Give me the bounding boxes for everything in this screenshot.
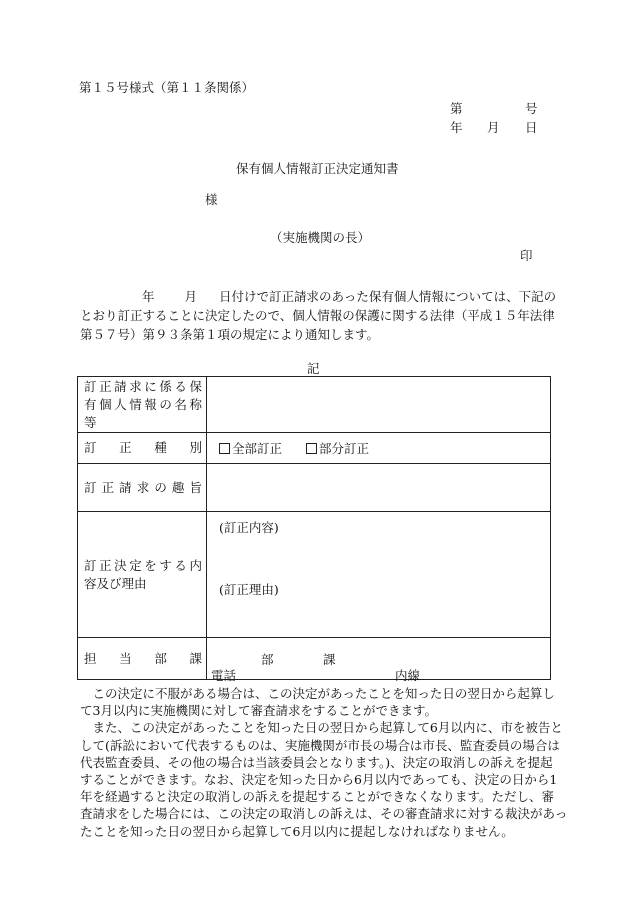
document-number-suffix: 号 (525, 101, 538, 116)
document-title: 保有個人情報訂正決定通知書 (236, 161, 399, 176)
intro-line-1-text: 日付けで訂正請求のあった保有個人情報については、下記の (219, 289, 557, 304)
intro-month-label: 月 (184, 289, 198, 304)
intro-paragraph (80, 287, 557, 344)
request-purpose-label: 訂正請求の趣旨 (78, 464, 207, 512)
notice-line: 年を経過すると決定の取消しの訴えを提起することができなくなります。ただし、審 (80, 789, 555, 805)
correction-reason-label: (訂正理由) (219, 582, 279, 597)
notice-line: また、この決定があったことを知った日の翌日から起算して6月以内に、市を被告と (80, 720, 563, 736)
intro-line-3: 第５７号）第９３条第１項の規定により通知します。 (80, 327, 380, 342)
notice-line: 代表監査委員、その他の場合は当該委員会となります。)、決定の取消しの訴えを提起 (80, 754, 553, 770)
intro-line-2: とおり訂正することに決定したので、個人情報の保護に関する法律（平成１５年法律 (80, 308, 555, 323)
ki-heading: 記 (307, 361, 320, 376)
request-purpose-field[interactable] (207, 464, 551, 512)
notice-line: することができます。なお、決定を知った日から6月以内であっても、決定の日から1 (80, 772, 558, 788)
phone-label: 電話 (211, 668, 237, 683)
seal-mark: 印 (520, 248, 533, 263)
decision-table (77, 376, 551, 683)
full-correction-checkbox[interactable] (219, 441, 282, 456)
partial-correction-label: 部分訂正 (319, 441, 370, 456)
department-field[interactable] (207, 638, 551, 683)
appeal-notice (80, 685, 568, 840)
partial-correction-checkbox[interactable] (306, 441, 369, 456)
date-month-label: 月 (487, 120, 500, 135)
intro-line-1 (80, 287, 557, 306)
department-bu-label: 部 (261, 652, 274, 667)
notice-line: たことを知った日の翌日から起算して6月以内に提起しなければなりません。 (80, 823, 514, 839)
correction-content-label: (訂正内容) (219, 520, 279, 535)
table-row (78, 433, 551, 464)
intro-year-label: 年 (142, 289, 155, 304)
date-year-label: 年 (450, 120, 463, 135)
decision-content-field[interactable] (207, 512, 551, 638)
addressee-suffix: 様 (205, 192, 218, 207)
correction-type-label: 訂正種別 (78, 433, 207, 464)
checkbox-icon (219, 443, 230, 454)
notice-line: して(訴訟において代表するものは、実施機関が市長の場合は市長、監査委員の場合は (80, 737, 560, 753)
document-number-label: 第 (450, 101, 463, 116)
table-row (78, 638, 551, 680)
table-row (78, 512, 551, 638)
date-day-label: 日 (525, 120, 538, 135)
notice-line: て3月以内に実施機関に対して審査請求をすることができます。 (80, 703, 437, 719)
info-name-label: 訂正請求に係る保 有個人情報の名称 等 (78, 377, 207, 433)
notice-line: 査請求をした場合には、この決定の取消しの訴えは、その審査請求に対する裁決があっ (80, 806, 568, 822)
department-ka-label: 課 (323, 652, 336, 667)
extension-label: 内線 (395, 668, 421, 683)
table-row (78, 464, 551, 512)
full-correction-label: 全部訂正 (232, 441, 283, 456)
table-row (78, 377, 551, 433)
correction-type-field (207, 433, 551, 464)
issuer: （実施機関の長） (270, 230, 371, 245)
department-label: 担当部課 (78, 638, 207, 680)
checkbox-icon (306, 443, 317, 454)
info-name-field[interactable] (207, 377, 551, 433)
decision-content-label: 訂正決定をする内 容及び理由 (78, 512, 207, 638)
notice-line: この決定に不服がある場合は、この決定があったことを知った日の翌日から起算し (80, 686, 555, 701)
form-number: 第１５号様式（第１１条関係） (79, 80, 255, 95)
